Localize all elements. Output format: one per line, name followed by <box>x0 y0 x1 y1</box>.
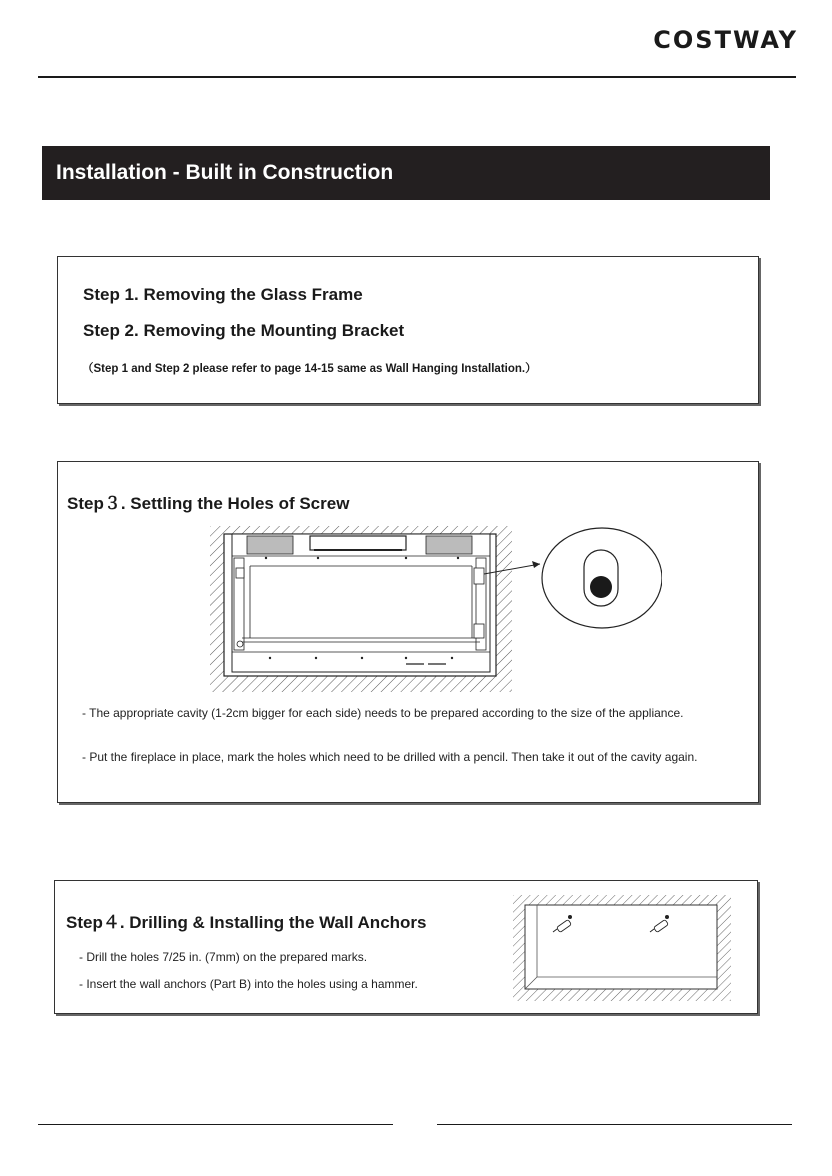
wall-anchor-diagram <box>513 895 731 1001</box>
section-banner: Installation - Built in Construction <box>42 146 770 200</box>
step3-instruction-1: - The appropriate cavity (1-2cm bigger for each side) needs to be prepared according to the size of the appliance. <box>82 706 684 720</box>
step3-instruction-2: - Put the fireplace in place, mark the holes which need to be drilled with a pencil. Then take it out of the cavity again. <box>82 750 698 764</box>
step1-title: Step 1. Removing the Glass Frame <box>83 285 363 304</box>
step3-title: Step３. Settling the Holes of Screw <box>67 494 350 513</box>
screw-hole <box>590 576 612 598</box>
vent-left <box>247 536 293 554</box>
header-rule <box>38 76 796 78</box>
step3-box <box>57 461 759 803</box>
step4-title: Step４. Drilling & Installing the Wall Anchors <box>66 913 427 932</box>
cavity-outline <box>525 905 717 989</box>
costway-logo: COSTWAY <box>653 26 798 54</box>
footer-rule-right <box>437 1124 792 1125</box>
step4-instruction-2: - Insert the wall anchors (Part B) into the holes using a hammer. <box>79 977 418 991</box>
footer-rule-left <box>38 1124 393 1125</box>
steps-1-2-box <box>57 256 759 404</box>
step4-instruction-1: - Drill the holes 7/25 in. (7mm) on the prepared marks. <box>79 950 368 964</box>
fireplace-cavity-diagram <box>210 526 662 692</box>
vent-right <box>426 536 472 554</box>
steps-reference-note: （Step 1 and Step 2 please refer to page 14-15 same as Wall Hanging Installation.） <box>82 363 537 375</box>
step2-title: Step 2. Removing the Mounting Bracket <box>83 321 405 340</box>
fireplace-body <box>232 534 490 672</box>
step4-box <box>54 880 758 1014</box>
